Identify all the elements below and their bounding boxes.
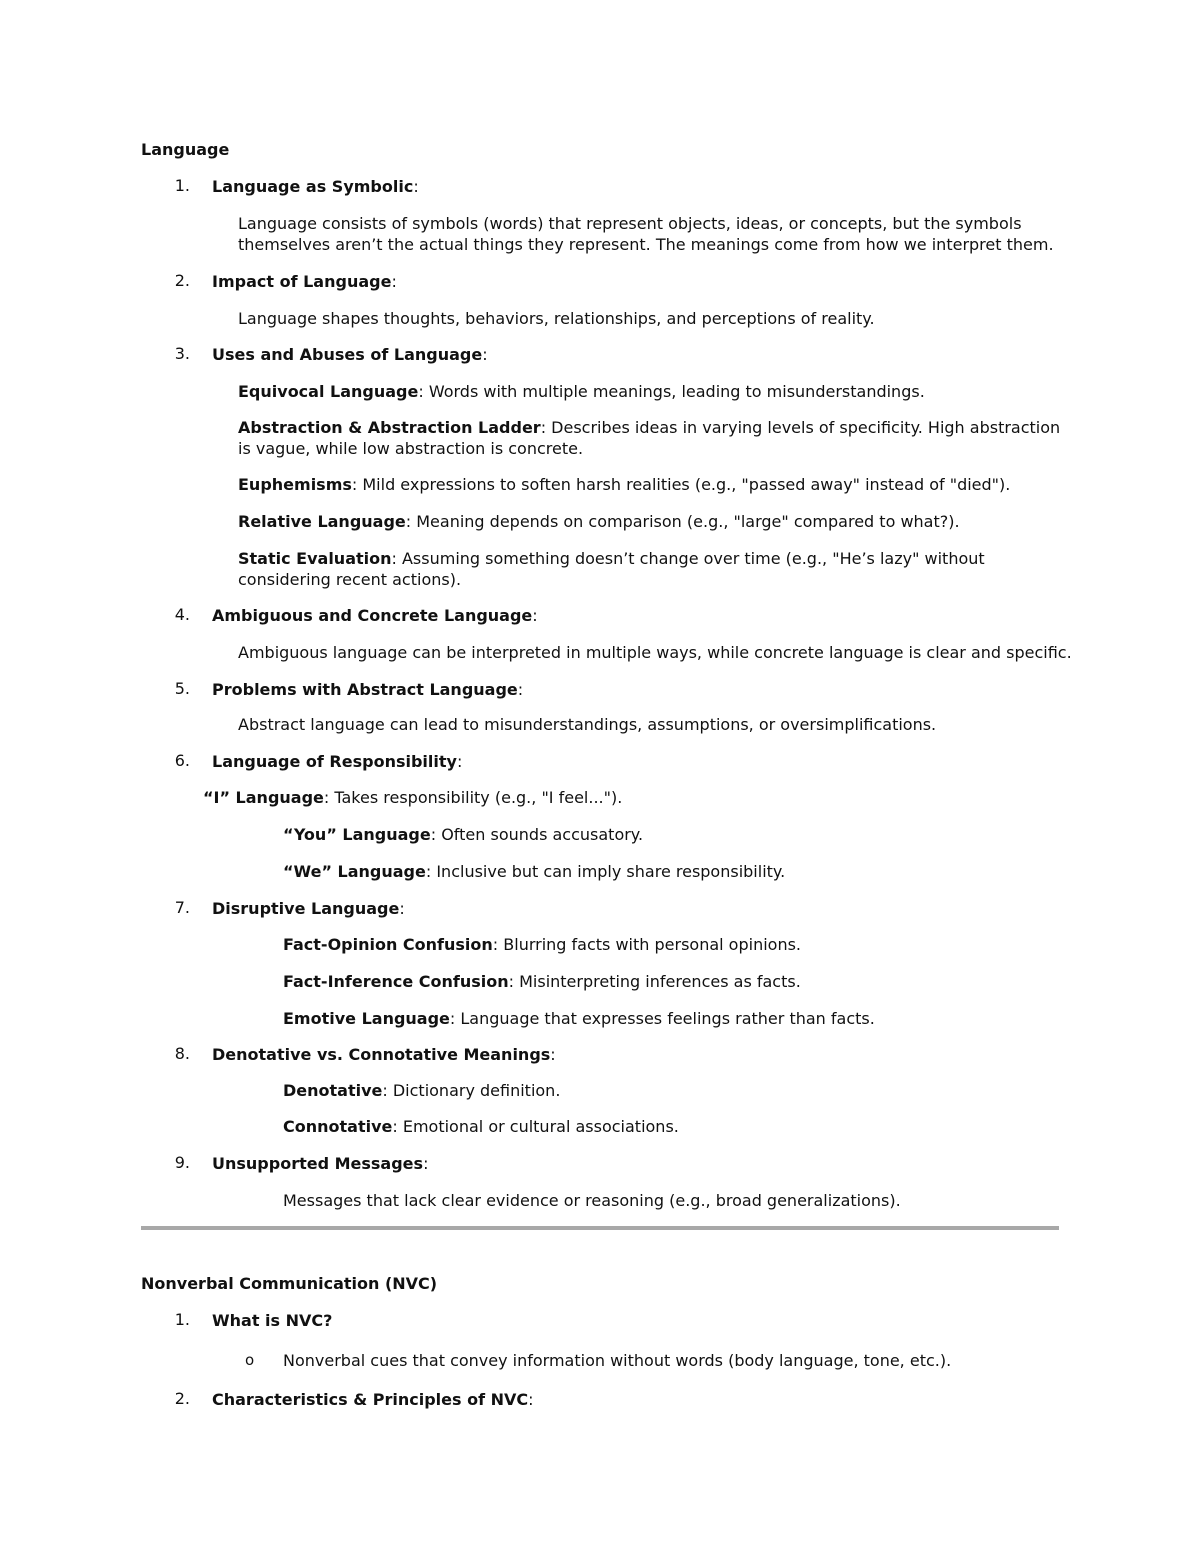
definition-item-continued: is vague, while low abstraction is concrete. — [238, 439, 584, 458]
definition-item: Denotative: Dictionary definition. — [283, 1081, 561, 1100]
body-text: Language shapes thoughts, behaviors, relationships, and perceptions of reality. — [238, 309, 875, 328]
list-number: 9. — [174, 1153, 190, 1172]
list-number: 6. — [174, 751, 190, 770]
definition-item-continued: considering recent actions). — [238, 570, 462, 589]
list-number: 1. — [174, 1310, 190, 1329]
list-item-title: Uses and Abuses of Language: — [212, 345, 488, 364]
body-text: themselves aren’t the actual things they represent. The meanings come from how we interpret them. — [238, 235, 1054, 254]
list-number: 4. — [174, 605, 190, 624]
bullet-marker: o — [245, 1351, 255, 1369]
definition-item: Fact-Inference Confusion: Misinterpreting inferences as facts. — [283, 972, 801, 991]
definition-item: Fact-Opinion Confusion: Blurring facts with personal opinions. — [283, 935, 802, 954]
list-item-title: Characteristics & Principles of NVC: — [212, 1390, 534, 1409]
definition-item: Euphemisms: Mild expressions to soften harsh realities (e.g., "passed away" instead of "died"). — [238, 475, 1011, 494]
definition-item: Abstraction & Abstraction Ladder: Describes ideas in varying levels of specificity. High abstraction — [238, 418, 1061, 437]
list-number: 2. — [174, 271, 190, 290]
list-number: 5. — [174, 679, 190, 698]
definition-item: Emotive Language: Language that expresses feelings rather than facts. — [283, 1009, 875, 1028]
list-item-title: Impact of Language: — [212, 272, 397, 291]
definition-item: “You” Language: Often sounds accusatory. — [283, 825, 644, 844]
list-number: 1. — [174, 176, 190, 195]
list-number: 7. — [174, 898, 190, 917]
body-text: Messages that lack clear evidence or reasoning (e.g., broad generalizations). — [283, 1191, 901, 1210]
definition-item: Relative Language: Meaning depends on comparison (e.g., "large" compared to what?). — [238, 512, 960, 531]
list-number: 2. — [174, 1389, 190, 1408]
horizontal-rule — [141, 1226, 1059, 1230]
section-heading-nvc: Nonverbal Communication (NVC) — [141, 1274, 438, 1293]
definition-item: “We” Language: Inclusive but can imply share responsibility. — [283, 862, 786, 881]
list-number: 8. — [174, 1044, 190, 1063]
definition-item: Static Evaluation: Assuming something doesn’t change over time (e.g., "He’s lazy" without — [238, 549, 985, 568]
body-text: Language consists of symbols (words) that represent objects, ideas, or concepts, but the symbols — [238, 214, 1022, 233]
definition-item: Equivocal Language: Words with multiple meanings, leading to misunderstandings. — [238, 382, 925, 401]
list-item-title: Disruptive Language: — [212, 899, 405, 918]
list-item-title: Denotative vs. Connotative Meanings: — [212, 1045, 556, 1064]
list-item-title: Unsupported Messages: — [212, 1154, 429, 1173]
list-number: 3. — [174, 344, 190, 363]
bullet-text: Nonverbal cues that convey information without words (body language, tone, etc.). — [283, 1351, 952, 1370]
list-item-title: Problems with Abstract Language: — [212, 680, 524, 699]
list-item-title: Language of Responsibility: — [212, 752, 463, 771]
definition-item: “I” Language: Takes responsibility (e.g., "I feel..."). — [203, 788, 623, 807]
list-item-title: What is NVC? — [212, 1311, 333, 1330]
body-text: Abstract language can lead to misunderstandings, assumptions, or oversimplifications. — [238, 715, 937, 734]
section-heading-language: Language — [141, 140, 230, 159]
list-item-title: Ambiguous and Concrete Language: — [212, 606, 538, 625]
body-text: Ambiguous language can be interpreted in multiple ways, while concrete language is clear and specific. — [238, 643, 1072, 662]
definition-item: Connotative: Emotional or cultural associations. — [283, 1117, 679, 1136]
list-item-title: Language as Symbolic: — [212, 177, 419, 196]
